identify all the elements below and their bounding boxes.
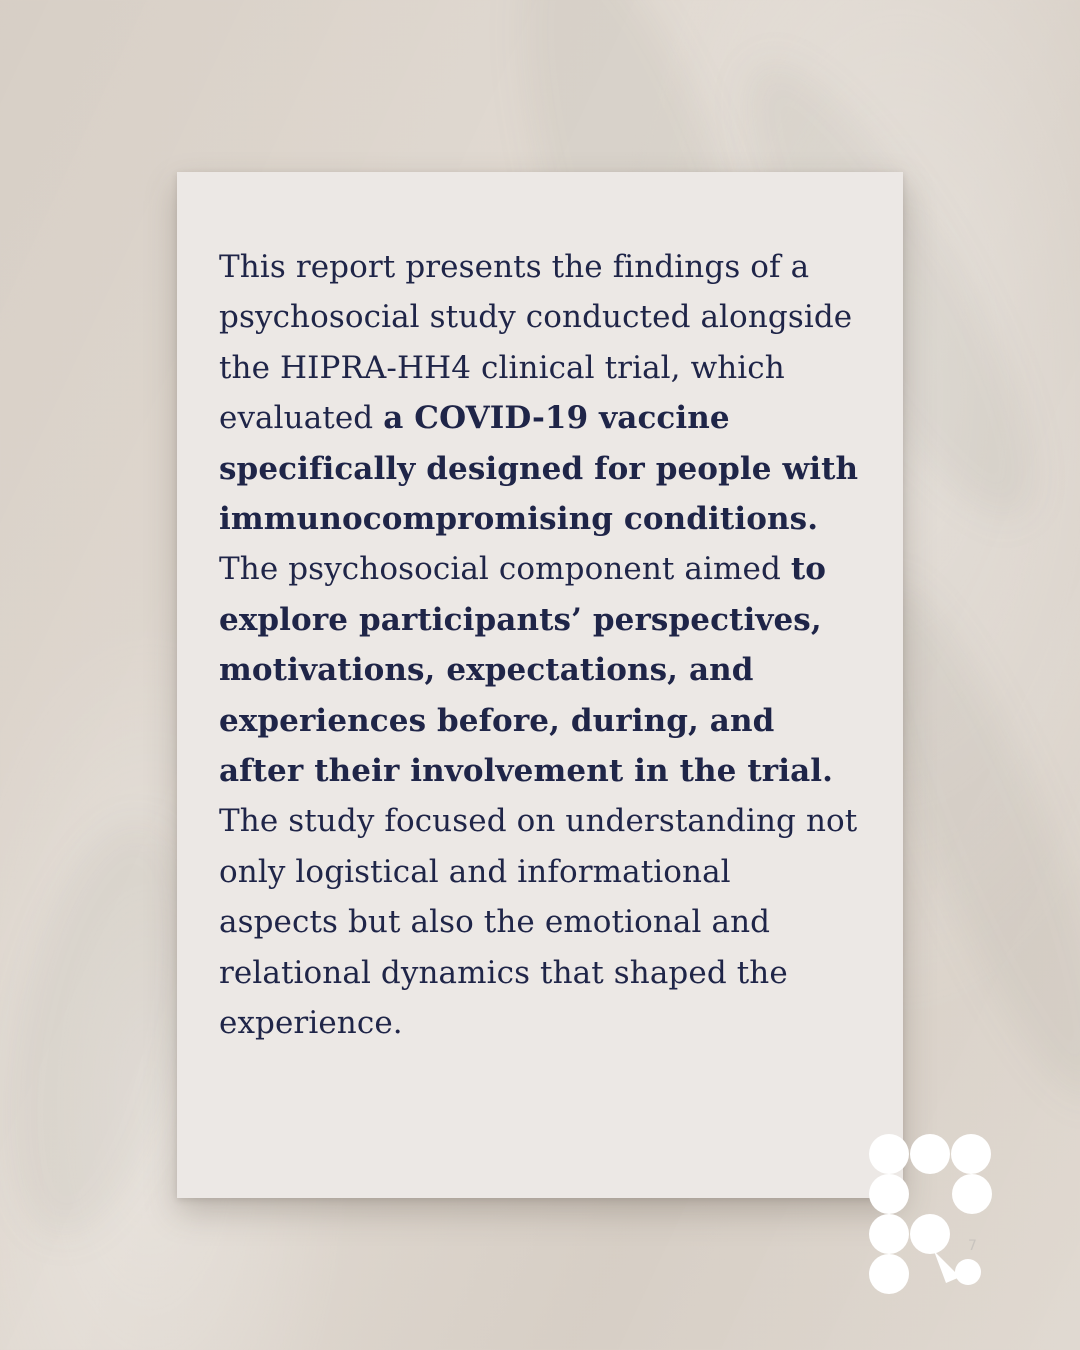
report-summary-text xyxy=(219,242,859,1049)
summary-text-regular: The study focused on understanding not only logistical and informational aspects but also the emotional and relational dynamics that shaped the experience. xyxy=(219,803,858,1042)
page-number: 7 xyxy=(968,1238,977,1254)
summary-text-bold: a COVID-19 vaccine specifically designed for people with immunocompromising conditions. xyxy=(219,400,859,538)
summary-text-regular: This report presents the findings of a psychosocial study conducted alongside the HIPRA-HH4 clinical trial, which evaluated xyxy=(219,249,853,437)
report-card xyxy=(177,172,903,1198)
summary-text-regular: The psychosocial component aimed xyxy=(219,551,791,588)
summary-text-bold: to explore participants’ perspectives, motivations, expectations, and experiences before, during, and after their involvement in the trial. xyxy=(219,551,834,790)
dotted-r-logo-icon xyxy=(868,1133,994,1295)
